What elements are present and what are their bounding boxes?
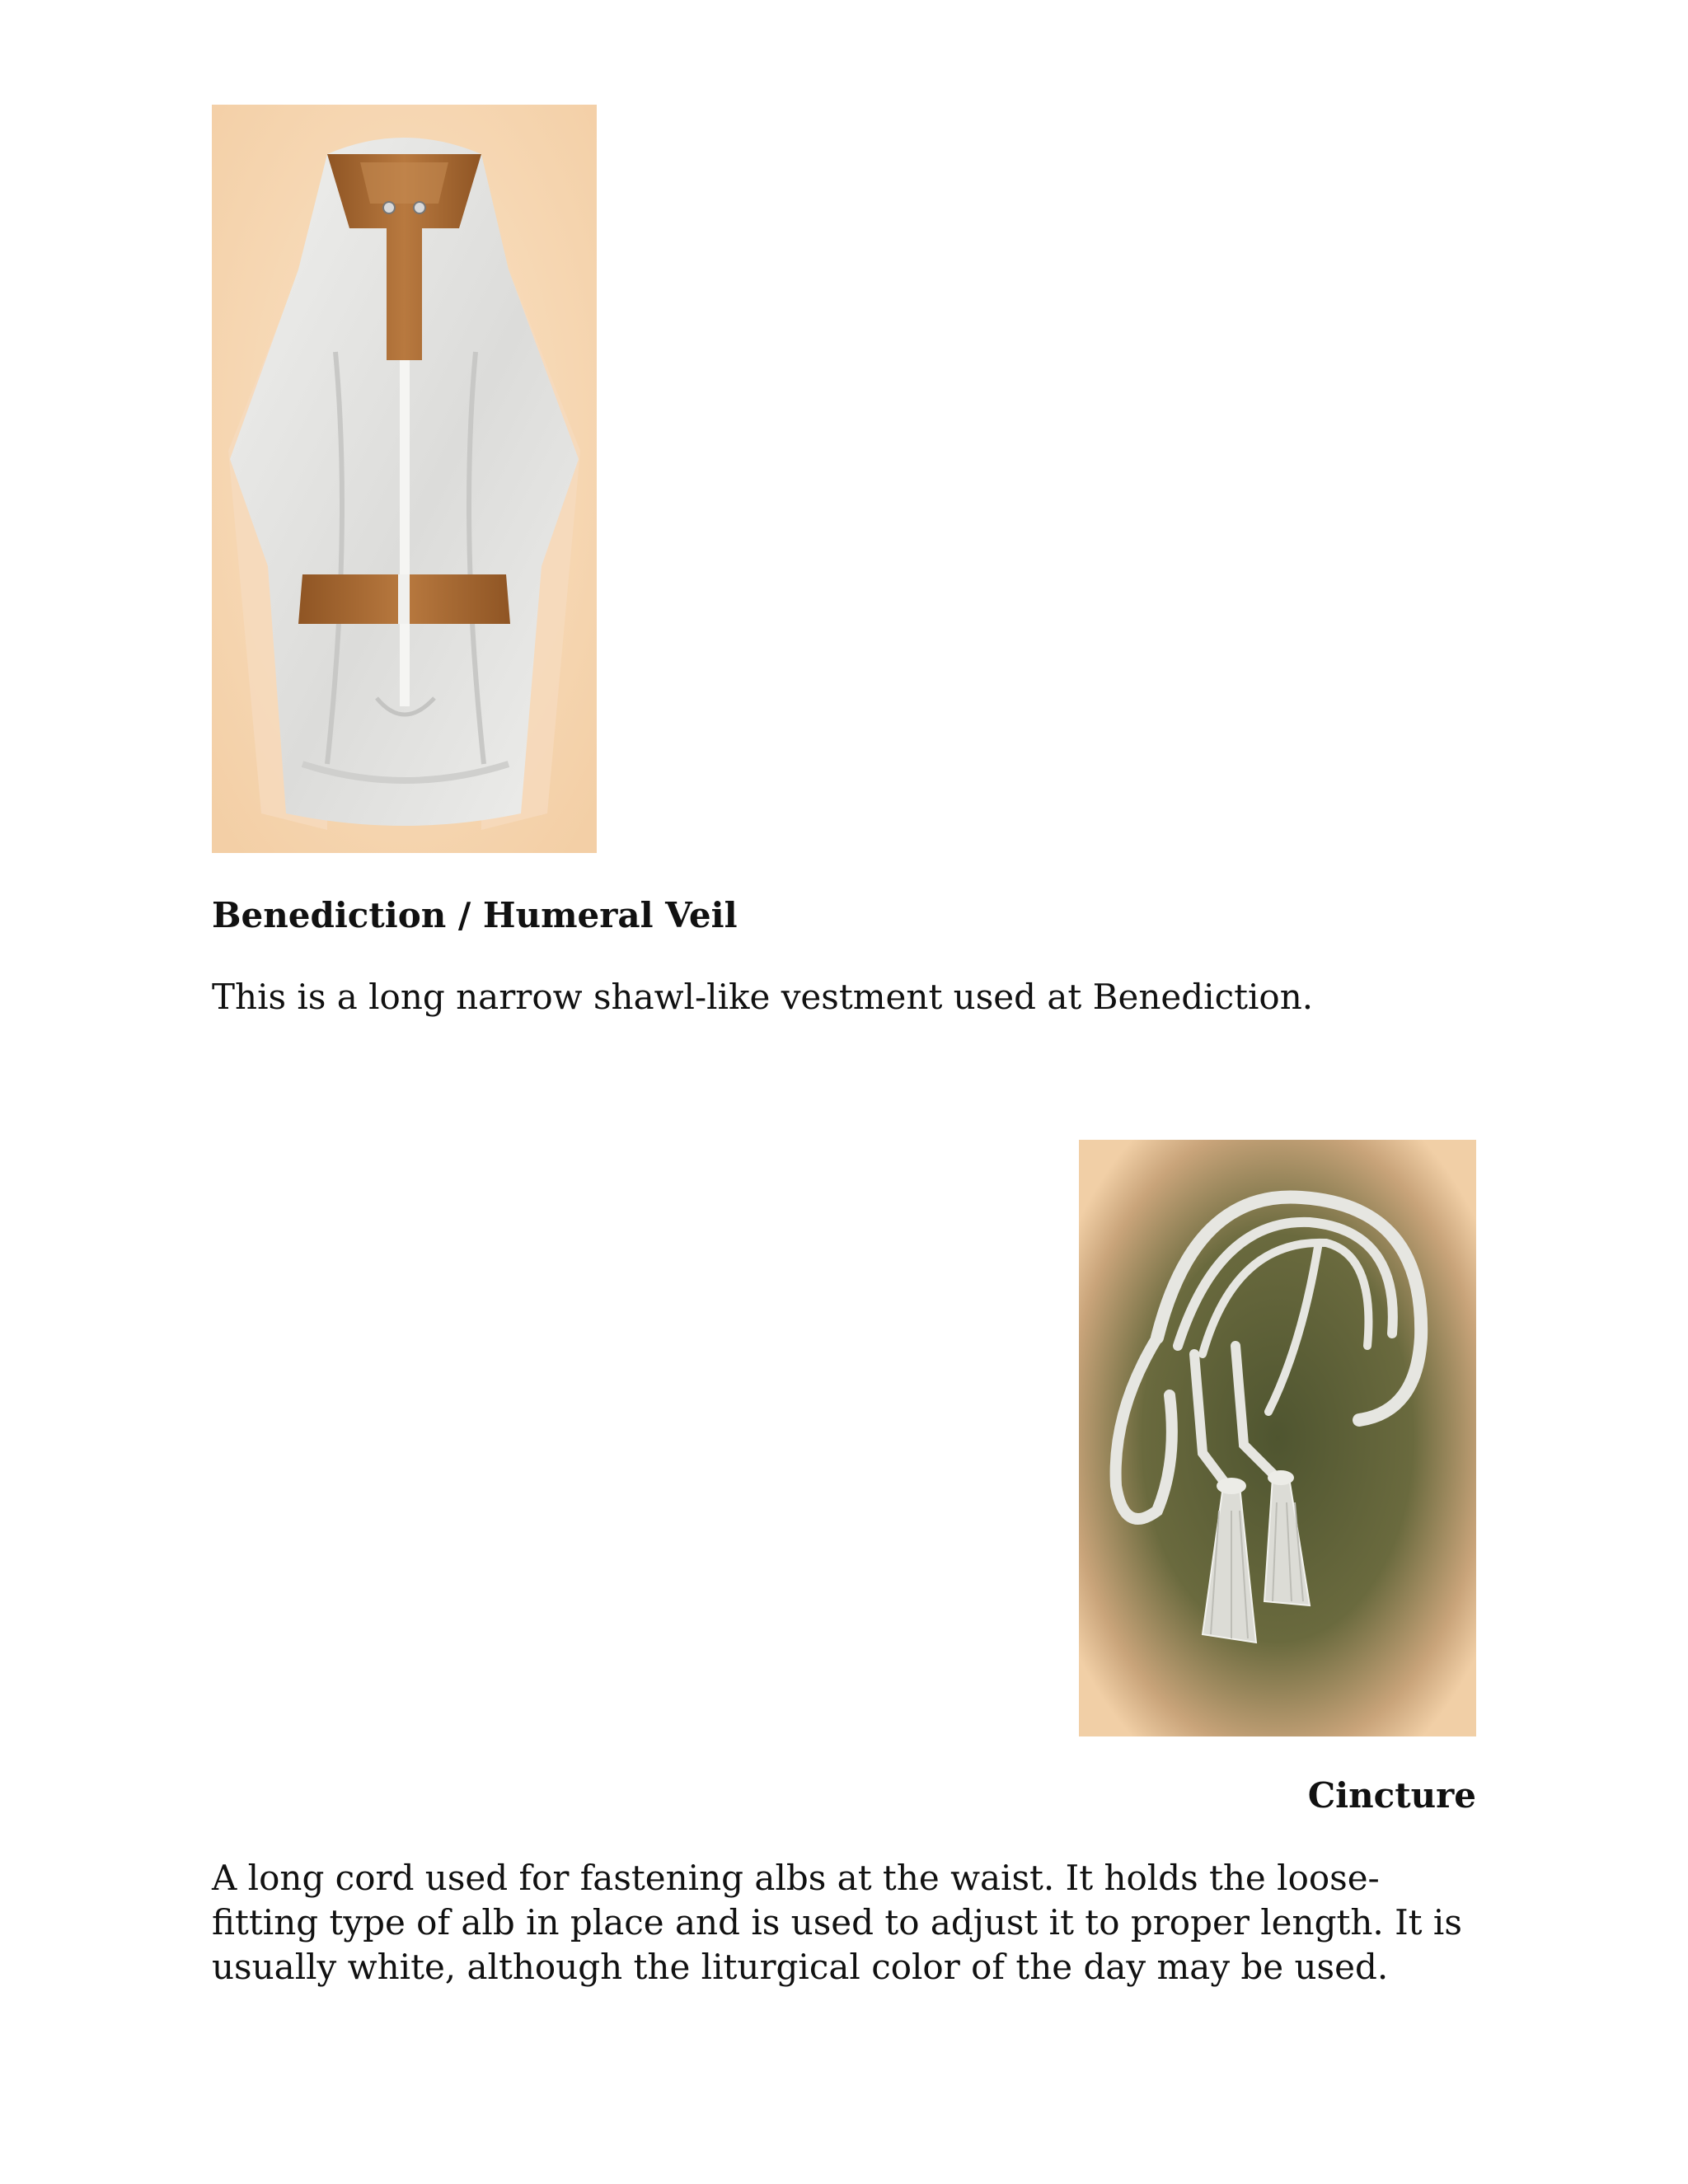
humeral-veil-photo (212, 105, 597, 853)
humeral-veil-description: This is a long narrow shawl-like vestment used at Benediction. (212, 977, 1314, 1017)
cincture-photo (1079, 1140, 1476, 1736)
cincture-heading: Cincture (1307, 1775, 1476, 1816)
cincture-description: A long cord used for fastening albs at the waist. It holds the loose-fitting type of alb in place and is used to adjust it to proper length. It is usually white, although the liturgical color of the day may be used. (212, 1858, 1462, 1987)
humeral-veil-heading: Benediction / Humeral Veil (212, 895, 738, 935)
